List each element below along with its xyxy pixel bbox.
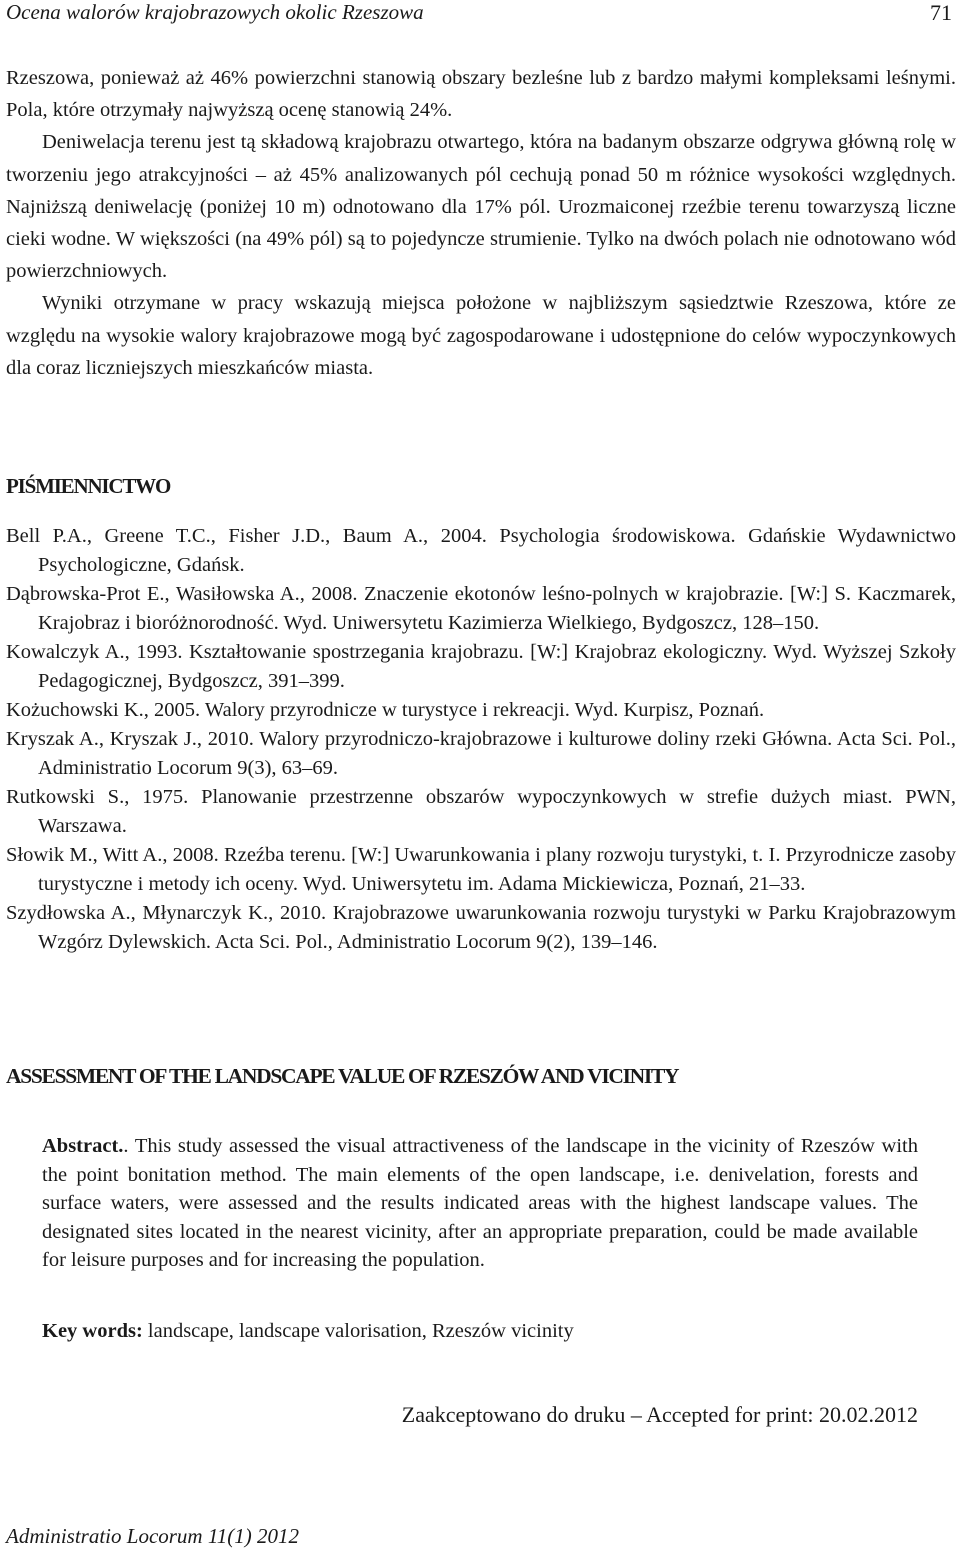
running-header	[6, 0, 952, 30]
body-paragraph: Wyniki otrzymane w pracy wskazują miejsca położone w najbliższym sąsiedztwie Rzeszowa, które ze względu na wysokie walory krajobrazowe mogą być zagospodarowane i udostępnione do celów wypoczynkowych dla coraz liczniejszych mieszkańców miasta.	[6, 292, 956, 379]
journal-footer: Administratio Locorum 11(1) 2012	[6, 1524, 300, 1548]
abstract-label: Abstract.	[42, 1135, 124, 1157]
reference-item: Kowalczyk A., 1993. Kształtowanie spostrzegania krajobrazu. [W:] Krajobraz ekologiczny. Wyd. Wyższej Szkoły Pedagogicznej, Bydgoszcz, 391–399.	[6, 641, 956, 692]
body-paragraph: Deniwelacja terenu jest tą składową krajobrazu otwartego, która na badanym obszarze odgrywa główną rolę w tworzeniu jego atrakcyjności – aż 45% analizowanych pól cechują ponad 50 m różnice wysokości względnych. Najniższą deniwelację (poniżej 10 m) odnotowano dla 17% pól. Urozmaiconej rzeźbie terenu towarzyszą liczne cieki wodne. W większości (na 49% pól) są to pojedyncze strumienie. Tylko na dwóch polach nie odnotowano wód powierzchniowych.	[6, 131, 956, 283]
reference-item: Dąbrowska-Prot E., Wasiłowska A., 2008. Znaczenie ekotonów leśno-polnych w krajobrazie. [W:] S. Kaczmarek, Krajobraz i bioróżnorodność. Wyd. Uniwersytetu Kazimierza Wielkiego, Bydgoszcz, 128–150.	[6, 583, 956, 634]
reference-item: Rutkowski S., 1975. Planowanie przestrzenne obszarów wypoczynkowych w strefie dużych miast. PWN, Warszawa.	[6, 786, 956, 837]
references-heading: PIŚMIENNICTWO	[6, 474, 171, 498]
abstract-text: . This study assessed the visual attractiveness of the landscape in the vicinity of Rzeszów with the point bonitation method. The main elements of the open landscape, i.e. denivelation, forests and surface waters, were assessed and the results indicated areas with the highest landscape values. The designated sites located in the nearest vicinity, after an appropriate preparation, could be made available for leisure purposes and for increasing the population.	[42, 1135, 918, 1272]
body-paragraph: Rzeszowa, ponieważ aż 46% powierzchni stanowią obszary bezleśne lub z bardzo małymi kompleksami leśnymi. Pola, które otrzymały najwyższą ocenę stanowią 24%.	[6, 67, 956, 122]
page-number: 71	[930, 0, 952, 25]
reference-item: Słowik M., Witt A., 2008. Rzeźba terenu. [W:] Uwarunkowania i plany rozwoju turystyki, t. I. Przyrodnicze zasoby turystyczne i metody ich oceny. Wyd. Uniwersytetu im. Adama Mickiewicza, Poznań, 21–33.	[6, 844, 956, 895]
reference-item: Kryszak A., Kryszak J., 2010. Walory przyrodniczo-krajobrazowe i kulturowe doliny rzeki Główna. Acta Sci. Pol., Administratio Locorum 9(3), 63–69.	[6, 728, 956, 779]
keywords-label: Key words:	[42, 1320, 143, 1342]
reference-item: Bell P.A., Greene T.C., Fisher J.D., Baum A., 2004. Psychologia środowiskowa. Gdańskie Wydawnictwo Psychologiczne, Gdańsk.	[6, 525, 956, 576]
abstract	[42, 1132, 918, 1275]
accepted-date: Zaakceptowano do druku – Accepted for print: 20.02.2012	[401, 1402, 918, 1427]
running-title: Ocena walorów krajobrazowych okolic Rzeszowa	[6, 0, 424, 24]
reference-item: Szydłowska A., Młynarczyk K., 2010. Krajobrazowe uwarunkowania rozwoju turystyki w Parku Krajobrazowym Wzgórz Dylewskich. Acta Sci. Pol., Administratio Locorum 9(2), 139–146.	[6, 902, 956, 953]
body-text	[6, 62, 956, 384]
keywords	[42, 1320, 574, 1343]
keywords-text: landscape, landscape valorisation, Rzeszów vicinity	[142, 1320, 574, 1342]
references-list	[6, 522, 956, 957]
summary-heading: ASSESSMENT OF THE LANDSCAPE VALUE OF RZESZÓW AND VICINITY	[6, 1064, 679, 1088]
reference-item: Kożuchowski K., 2005. Walory przyrodnicze w turystyce i rekreacji. Wyd. Kurpisz, Poznań.	[6, 699, 765, 721]
